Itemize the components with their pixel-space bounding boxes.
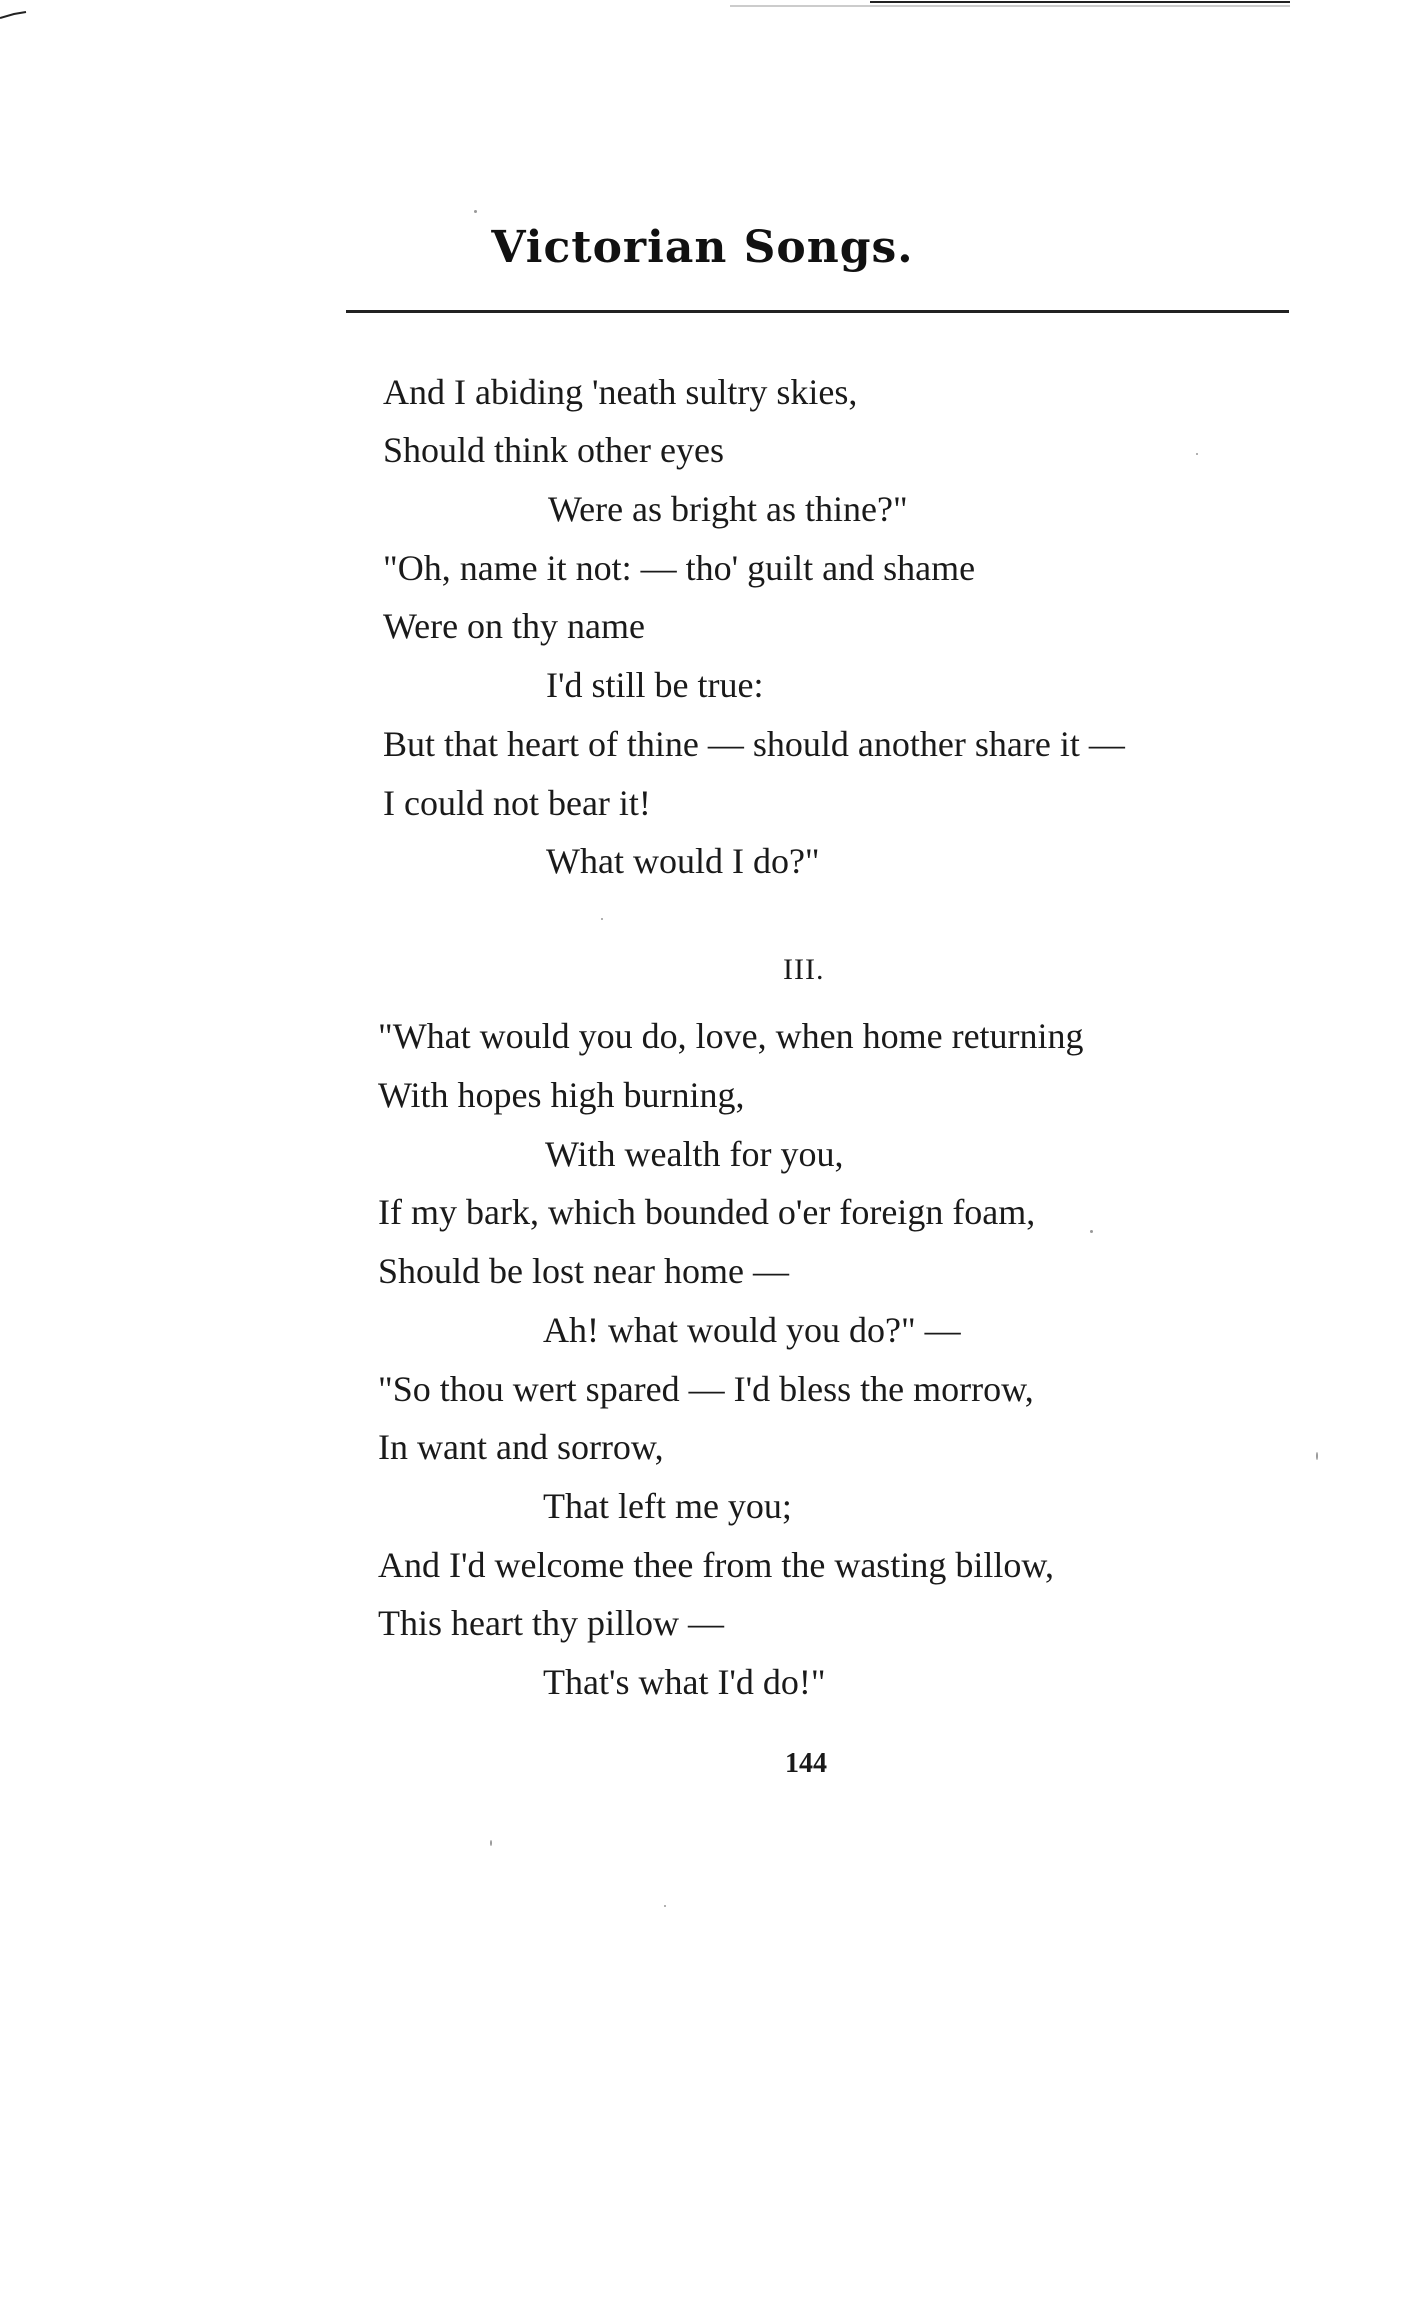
paper-speck [1316, 1452, 1318, 1460]
top-edge-rule [730, 0, 1290, 8]
verse-line: "Oh, name it not: — tho' guilt and shame [383, 548, 976, 588]
corner-crop-mark [0, 10, 30, 20]
verse-line: That left me you; [543, 1486, 792, 1526]
verse-line: I could not bear it! [383, 783, 651, 823]
section-number: III. [783, 953, 825, 986]
paper-speck [1090, 1230, 1093, 1233]
verse-line: "What would you do, love, when home returning [378, 1016, 1084, 1056]
verse-line: That's what I'd do!" [543, 1662, 826, 1702]
verse-line: Ah! what would you do?" — [543, 1310, 961, 1350]
verse-line: With hopes high burning, [378, 1075, 745, 1115]
running-head: Victorian Songs. [491, 222, 914, 273]
verse-line: Should think other eyes [383, 430, 724, 470]
verse-line: With wealth for you, [545, 1134, 844, 1174]
verse-line: And I abiding 'neath sultry skies, [383, 372, 858, 412]
verse-line: If my bark, which bounded o'er foreign foam, [378, 1192, 1036, 1232]
verse-line: Were on thy name [383, 606, 646, 646]
verse-line: I'd still be true: [546, 665, 764, 705]
verse-line: In want and sorrow, [378, 1427, 664, 1467]
verse-line: "So thou wert spared — I'd bless the morrow, [378, 1369, 1034, 1409]
paper-speck [601, 918, 603, 920]
paper-speck [664, 1905, 666, 1907]
verse-line: This heart thy pillow — [378, 1603, 724, 1643]
header-rule [346, 310, 1289, 313]
paper-speck [474, 210, 477, 213]
verse-line: Were as bright as thine?" [548, 489, 908, 529]
paper-speck [1196, 453, 1198, 455]
verse-line: What would I do?" [546, 841, 820, 881]
verse-line: But that heart of thine — should another share it — [383, 724, 1125, 764]
verse-line: Should be lost near home — [378, 1251, 789, 1291]
paper-speck [490, 1840, 492, 1846]
verse-line: And I'd welcome thee from the wasting billow, [378, 1545, 1054, 1585]
page-number: 144 [785, 1748, 827, 1779]
